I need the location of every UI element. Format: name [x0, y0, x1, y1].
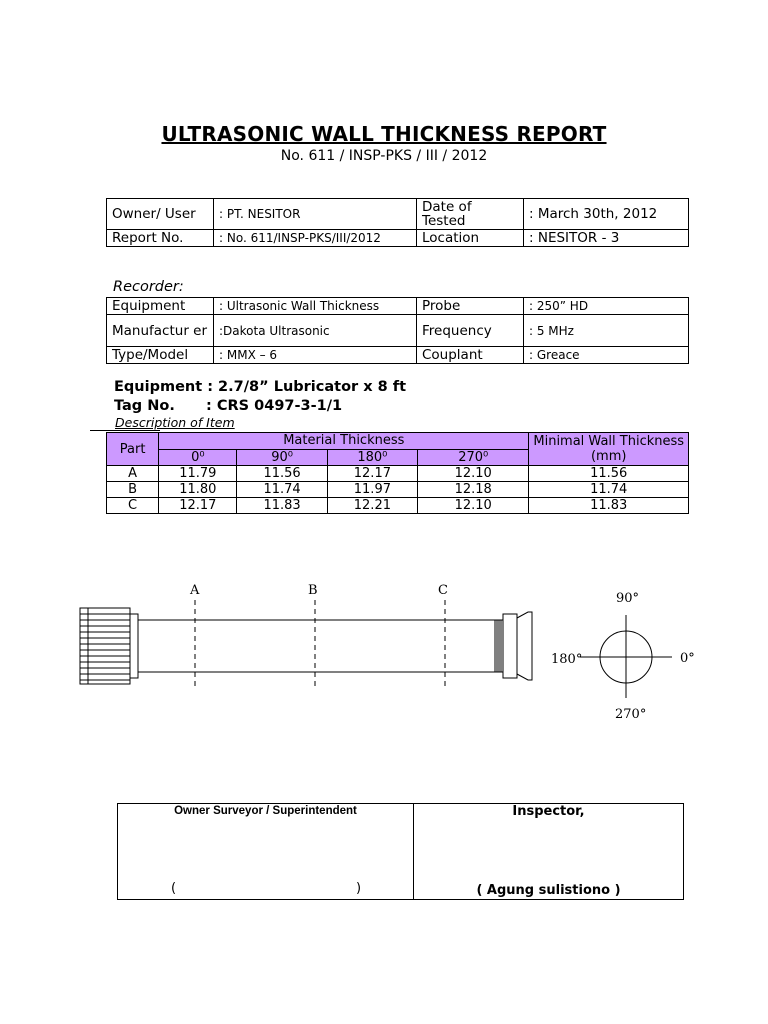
report-number: No. 611 / INSP-PKS / III / 2012 [280, 148, 488, 164]
equipment-line: Equipment : 2.7/8” Lubricator x 8 ft [114, 379, 407, 395]
location-value: : NESITOR - 3 [524, 230, 689, 247]
owner-open-paren: ( [171, 881, 177, 896]
manufacturer-label: Manufactur er [107, 315, 214, 347]
tag-label: Tag No. [114, 398, 175, 414]
equipment-label: Equipment [107, 298, 214, 315]
inspector-name: ( Agung sulistiono ) [476, 883, 621, 898]
recorder-heading: Recorder: [113, 279, 184, 295]
material-thickness-header: Material Thickness [159, 433, 529, 450]
thread-connector [80, 608, 138, 684]
thickness-cell: 11.74 [237, 482, 327, 498]
recorder-table [106, 297, 689, 364]
lubricator-diagram [70, 570, 710, 730]
angle-header: 0⁰ [159, 449, 237, 466]
thickness-cell: 11.79 [159, 466, 237, 482]
minimal-cell: 11.74 [529, 482, 689, 498]
thickness-table [106, 432, 689, 514]
couplant-value: : Greace [524, 347, 689, 364]
date-value: : March 30th, 2012 [524, 199, 689, 230]
angle-header: 270⁰ [418, 449, 529, 466]
section-label-b: B [308, 583, 318, 598]
table-row [107, 466, 689, 482]
minimal-cell: 11.56 [529, 466, 689, 482]
thickness-cell: 12.21 [327, 498, 417, 514]
part-header: Part [107, 433, 159, 466]
couplant-label: Couplant [417, 347, 524, 364]
date-label: Date of Tested [417, 199, 524, 230]
owner-surveyor-heading: Owner Surveyor / Superintendent [174, 805, 357, 817]
report-no-label: Report No. [107, 230, 214, 247]
thickness-cell: 11.80 [159, 482, 237, 498]
thickness-cell: 11.83 [237, 498, 327, 514]
minimal-cell: 11.83 [529, 498, 689, 514]
part-cell: B [107, 482, 159, 498]
frequency-label: Frequency [417, 315, 524, 347]
thickness-cell: 12.18 [418, 482, 529, 498]
tag-line [114, 398, 342, 414]
signature-table [117, 803, 684, 900]
table-row [107, 498, 689, 514]
probe-value: : 250” HD [524, 298, 689, 315]
type-model-value: : MMX – 6 [214, 347, 417, 364]
location-label: Location [417, 230, 524, 247]
info-table [106, 198, 689, 247]
minimal-wall-header: Minimal Wall Thickness (mm) [529, 433, 689, 466]
angle-label-90: 90° [616, 591, 640, 606]
report-no-value: : No. 611/INSP-PKS/III/2012 [214, 230, 417, 247]
angle-header: 180⁰ [327, 449, 417, 466]
angle-header: 90⁰ [237, 449, 327, 466]
frequency-value: : 5 MHz [524, 315, 689, 347]
owner-close-paren: ) [356, 881, 362, 896]
angle-label-0: 0° [680, 651, 695, 666]
inspector-signature-box [414, 804, 684, 900]
probe-label: Probe [417, 298, 524, 315]
thickness-cell: 12.17 [159, 498, 237, 514]
thickness-cell: 11.56 [237, 466, 327, 482]
thickness-cell: 11.97 [327, 482, 417, 498]
owner-value: : PT. NESITOR [214, 199, 417, 230]
owner-signature-box [118, 804, 414, 900]
equipment-value: : Ultrasonic Wall Thickness [214, 298, 417, 315]
thickness-cell: 12.17 [327, 466, 417, 482]
section-label-c: C [438, 583, 448, 598]
part-cell: A [107, 466, 159, 482]
inspector-heading: Inspector, [512, 804, 585, 819]
end-fitting [495, 612, 532, 680]
description-heading: Description of Item [115, 415, 235, 430]
type-model-label: Type/Model [107, 347, 214, 364]
description-underline [90, 430, 160, 431]
manufacturer-value: :Dakota Ultrasonic [214, 315, 417, 347]
thickness-cell: 12.10 [418, 466, 529, 482]
thickness-cell: 12.10 [418, 498, 529, 514]
part-cell: C [107, 498, 159, 514]
section-label-a: A [190, 583, 200, 598]
table-row [107, 482, 689, 498]
angle-label-180: 180° [551, 652, 583, 667]
tag-value: : CRS 0497-3-1/1 [206, 398, 343, 414]
owner-label: Owner/ User [107, 199, 214, 230]
angle-label-270: 270° [615, 707, 647, 722]
report-title: ULTRASONIC WALL THICKNESS REPORT [161, 122, 607, 146]
